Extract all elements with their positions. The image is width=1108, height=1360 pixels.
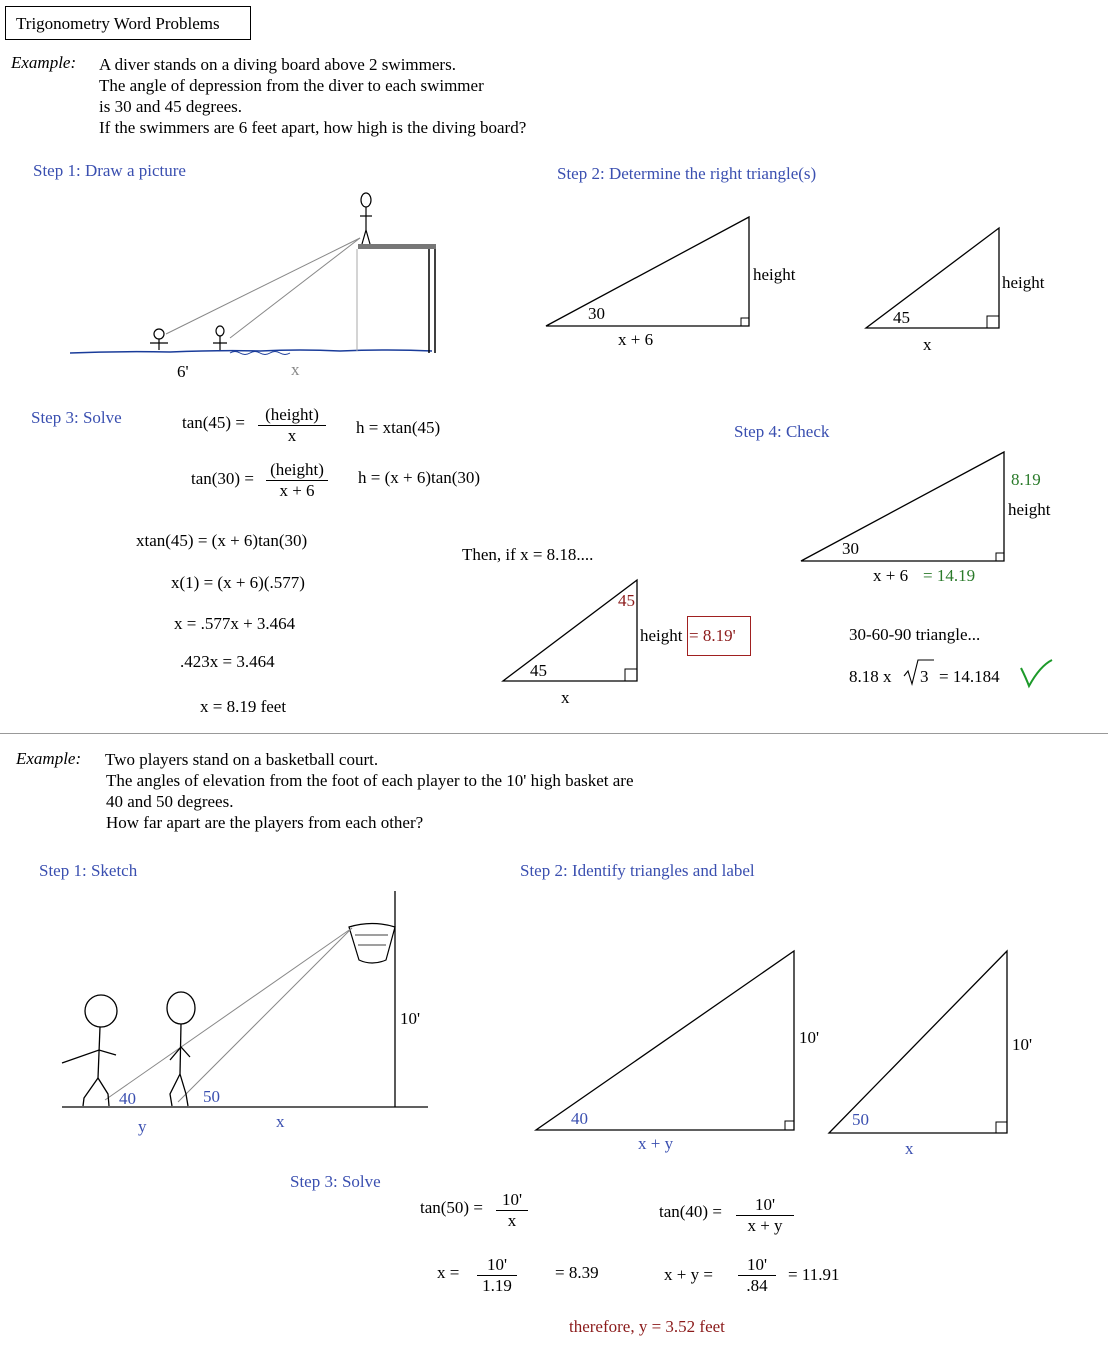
player1-body [98, 1027, 100, 1078]
ex2-tri-b-angle: 50 [852, 1110, 869, 1129]
ex1-tri-b-side: height [1002, 273, 1045, 292]
ex1-eq2-lhs: tan(30) = [191, 469, 254, 488]
player2-arms [170, 1047, 190, 1060]
ex1-triangle-45-right-angle [987, 316, 999, 328]
player1-legs [83, 1078, 109, 1106]
ex1-triangle-30 [546, 217, 749, 326]
ex2-eq4-rhs: = 11.91 [788, 1265, 840, 1284]
page-title: Trigonometry Word Problems [16, 14, 220, 33]
swimmer-far-head [154, 329, 164, 339]
ex1-eq2-num: (height) [266, 460, 328, 481]
ex1-step1-heading: Step 1: Draw a picture [33, 161, 186, 180]
player1-head [85, 995, 117, 1027]
ex2-step2-heading: Step 2: Identify triangles and label [520, 861, 755, 880]
ex2-sketch-x: x [276, 1112, 285, 1131]
ex1-big-base-value: = 14.19 [923, 566, 976, 585]
ex2-eq2-num: 10' [736, 1195, 794, 1216]
ex1-triangle-45 [866, 228, 999, 328]
section-divider [0, 733, 1108, 734]
player2-head [167, 992, 195, 1024]
ex2-triangle-50 [829, 951, 1007, 1133]
water-line [70, 350, 432, 353]
ex1-eq1-num: (height) [258, 405, 326, 426]
ex1-triangle-note: 30-60-90 triangle... [849, 625, 981, 644]
ex1-triangle-30-right-angle [741, 318, 749, 326]
ex2-eq1-den: x [507, 1211, 517, 1230]
ex1-check-calc-left: 8.18 x [849, 667, 892, 686]
ex1-eq1-rhs: h = xtan(45) [356, 418, 441, 437]
ex1-check-triangle-30 [801, 452, 1004, 561]
ex1-x-label: x [291, 360, 300, 379]
ex1-then-text: Then, if x = 8.18.... [462, 545, 594, 564]
ex2-tri-b-side: 10' [1012, 1035, 1033, 1054]
player2-body [180, 1024, 181, 1074]
player2-legs [170, 1074, 188, 1106]
swimmer-far-body [150, 339, 168, 350]
water-ripples [230, 352, 290, 355]
example2-line-1: Two players stand on a basketball court. [105, 750, 379, 769]
ex1-solve-line-1: xtan(45) = (x + 6)tan(30) [136, 531, 308, 550]
ex1-tri-b-angle: 45 [893, 308, 910, 327]
ex2-sketch-angle-50: 50 [203, 1087, 220, 1106]
ex1-check-triangle-45 [503, 580, 637, 681]
diving-sketch [70, 193, 436, 355]
ex2-tri-b-base: x [905, 1139, 914, 1158]
basket-net [349, 924, 395, 964]
ex1-tri-b-base: x [923, 335, 932, 354]
example1-line-2: The angle of depression from the diver to each swimmer [99, 76, 484, 95]
ex1-step4-heading: Step 4: Check [734, 422, 830, 441]
ex2-eq2-fraction [736, 1195, 794, 1236]
ex2-sketch-angle-40: 40 [119, 1089, 136, 1108]
ex1-tri-a-angle: 30 [588, 304, 605, 323]
ex2-eq3-num: 10' [477, 1255, 517, 1276]
ex2-eq3-fraction [477, 1255, 517, 1296]
swimmer-near-head [216, 326, 224, 336]
sight-line-player1 [105, 928, 352, 1100]
ex1-check-triangle-right-angle [625, 669, 637, 681]
ex1-solve-line-4: .423x = 3.464 [180, 652, 275, 671]
ex1-eq1-lhs: tan(45) = [182, 413, 245, 432]
ex2-eq4-den: .84 [746, 1276, 768, 1295]
ex1-eq2-rhs: h = (x + 6)tan(30) [358, 468, 481, 487]
title-box [5, 6, 251, 40]
sight-line-player2 [178, 928, 352, 1102]
ex2-tri-a-angle: 40 [571, 1109, 588, 1128]
ex1-eq2-fraction [266, 460, 328, 501]
example2-label: Example: [16, 749, 82, 768]
ex1-step2-heading: Step 2: Determine the right triangle(s) [557, 164, 817, 183]
ex1-eq1-fraction [258, 405, 326, 446]
ex1-big-side-value: 8.19 [1011, 470, 1041, 489]
basketball-sketch [62, 891, 428, 1107]
example2-line-4: How far apart are the players from each other? [106, 813, 424, 832]
ex1-solve-line-2: x(1) = (x + 6)(.577) [171, 573, 305, 592]
example2-line-3: 40 and 50 degrees. [106, 792, 234, 811]
diver-legs [362, 230, 370, 244]
ex1-solve-line-5: x = 8.19 feet [200, 697, 287, 716]
ex2-eq2-den: x + y [747, 1216, 783, 1235]
ex1-six-feet-label: 6' [177, 362, 189, 381]
diving-board [358, 244, 436, 249]
example1-line-3: is 30 and 45 degrees. [99, 97, 243, 116]
example1-label: Example: [11, 53, 77, 72]
ex1-eq1-den: x [287, 426, 297, 445]
check-mark-icon [1021, 660, 1052, 686]
ex1-solve-line-3: x = .577x + 3.464 [174, 614, 296, 633]
ex2-eq3-den: 1.19 [482, 1276, 512, 1295]
ex1-check-side: height [640, 626, 683, 645]
ex1-big-base: x + 6 [873, 566, 909, 585]
sqrt-sign [904, 660, 934, 684]
ex1-tri-a-side: height [753, 265, 796, 284]
ex2-step3-heading: Step 3: Solve [290, 1172, 381, 1191]
ex2-sketch-y: y [138, 1117, 147, 1136]
ex2-step1-heading: Step 1: Sketch [39, 861, 138, 880]
ex1-tri-a-base: x + 6 [618, 330, 654, 349]
ex2-triangle-40 [536, 951, 794, 1130]
ex2-eq1-lhs: tan(50) = [420, 1198, 483, 1217]
ex1-big-angle: 30 [842, 539, 859, 558]
ex1-check-side-value: = 8.19' [689, 626, 736, 645]
ex2-eq2-lhs: tan(40) = [659, 1202, 722, 1221]
sight-line-far [166, 238, 360, 334]
ex2-triangle-50-right-angle [996, 1122, 1007, 1133]
diver-head [361, 193, 371, 207]
ex1-big-side: height [1008, 500, 1051, 519]
ex1-check-angle: 45 [530, 661, 547, 680]
ex2-eq3-lhs: x = [437, 1263, 460, 1282]
ex1-check-triangle-30-right-angle [996, 553, 1004, 561]
ex1-eq2-den: x + 6 [279, 481, 315, 500]
sight-line-near [230, 238, 360, 338]
ex2-eq3-rhs: = 8.39 [555, 1263, 599, 1282]
ex2-eq4-num: 10' [738, 1255, 776, 1276]
ex1-check-calc-right: = 14.184 [939, 667, 1000, 686]
example1-line-4: If the swimmers are 6 feet apart, how high is the diving board? [99, 118, 527, 137]
ex1-check-base: x [561, 688, 570, 707]
ex2-tri-a-side: 10' [799, 1028, 820, 1047]
swimmer-near-body [213, 336, 227, 350]
ex2-eq4-fraction [738, 1255, 776, 1296]
ex2-sketch-height: 10' [400, 1009, 421, 1028]
ex2-triangle-40-right-angle [785, 1121, 794, 1130]
ex2-eq1-fraction [496, 1190, 528, 1231]
player1-arms [62, 1050, 116, 1063]
ex1-check-top-angle: 45 [618, 591, 635, 610]
ex2-eq1-num: 10' [496, 1190, 528, 1211]
example1-line-1: A diver stands on a diving board above 2 swimmers. [99, 55, 456, 74]
ex1-step3-heading: Step 3: Solve [31, 408, 122, 427]
ex2-eq4-lhs: x + y = [664, 1265, 713, 1284]
example2-line-2: The angles of elevation from the foot of each player to the 10' high basket are [106, 771, 634, 790]
ex2-tri-a-base: x + y [638, 1134, 674, 1153]
ex2-conclusion: therefore, y = 3.52 feet [569, 1317, 725, 1336]
ex1-check-calc-radicand: 3 [920, 667, 929, 686]
basket-net-lines [355, 935, 388, 945]
